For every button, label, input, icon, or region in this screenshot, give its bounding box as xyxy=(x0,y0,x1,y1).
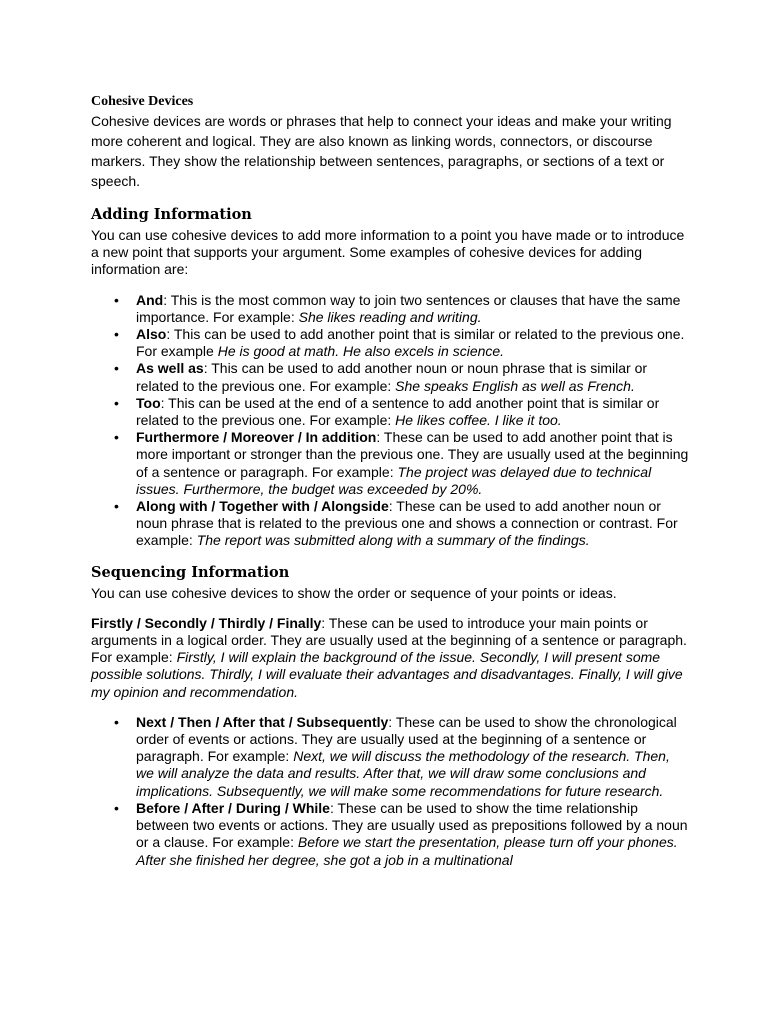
item-term: Along with / Together with / Alongside xyxy=(136,498,389,515)
bullet-icon: • xyxy=(114,498,119,515)
item-desc: : This can be used to add another noun or noun phrase that is similar or related to the previous one. For example: xyxy=(136,360,648,394)
list-item xyxy=(91,395,691,429)
spacer xyxy=(91,550,691,563)
item-example: Next, we will discuss the methodology of the research. Then, we will analyze the data and results. After that, we will draw some conclusions and implications. Subsequently, we will make some recommendations for future research. xyxy=(136,748,670,799)
item-example: The project was delayed due to technical issues. Furthermore, the budget was exceeded by 20%. xyxy=(136,463,652,497)
item-term: And xyxy=(136,291,164,308)
spacer xyxy=(91,279,691,292)
item-desc: : These can be used to show the chronological order of events or actions. They are usually used at the beginning of a sentence or paragraph. For example: xyxy=(136,713,677,765)
bullet-icon: • xyxy=(114,326,119,343)
bullet-icon: • xyxy=(114,799,119,816)
bullet-icon: • xyxy=(114,429,119,446)
item-desc: : These can be used to add another point that is more important or stronger than the previous one. They are usually used at the beginning of a sentence or paragraph. For example: xyxy=(136,429,689,480)
list-item xyxy=(91,714,691,800)
item-example: He is good at math. He also excels in science. xyxy=(217,343,505,360)
bullet-icon: • xyxy=(114,360,119,377)
list-item xyxy=(91,360,691,394)
document-content xyxy=(91,93,691,869)
sequencing-list xyxy=(91,714,691,869)
item-example: He likes coffee. I like it too. xyxy=(395,412,562,429)
intro-title: Cohesive Devices xyxy=(91,94,194,109)
item-term: Too xyxy=(136,394,161,411)
item-desc: : This can be used to add another point that is similar or related to the previous one. For example xyxy=(136,326,685,360)
item-example: Before we start the presentation, please turn off your phones. After she finished her degree, she got a job in a multinational xyxy=(136,834,678,868)
adding-heading: Adding Information xyxy=(91,206,252,223)
list-item xyxy=(91,800,691,869)
item-example: She speaks English as well as French. xyxy=(395,377,635,394)
item-example: She likes reading and writing. xyxy=(298,308,482,325)
item-term: Next / Then / After that / Subsequently xyxy=(136,713,389,730)
item-desc: : This can be used at the end of a sentence to add another point that is similar or related to the previous one. For example: xyxy=(136,394,660,429)
list-item xyxy=(91,429,691,498)
bullet-icon: • xyxy=(114,713,119,730)
adding-paragraph: You can use cohesive devices to add more information to a point you have made or to introduce a new point that supports your argument. Some examples of cohesive devices for adding information are: xyxy=(91,227,685,278)
firstly-term: Firstly / Secondly / Thirdly / Finally xyxy=(91,614,322,631)
spacer xyxy=(91,191,691,205)
list-item xyxy=(91,498,691,550)
list-item xyxy=(91,292,691,326)
firstly-example: Firstly, I will explain the background of the issue. Secondly, I will present some possible solutions. Thirdly, I will evaluate their advantages and disadvantages. Finally, I will give my opinion and recommendation. xyxy=(91,649,683,700)
item-desc: : These can be used to show the time relationship between two events or actions. They are usually used as prepositions followed by a noun or a clause. For example: xyxy=(136,799,688,851)
firstly-paragraph xyxy=(91,615,691,701)
item-example: The report was submitted along with a summary of the findings. xyxy=(196,532,590,549)
list-item xyxy=(91,326,691,360)
sequencing-heading: Sequencing Information xyxy=(91,563,290,581)
bullet-icon: • xyxy=(114,291,119,308)
bullet-icon: • xyxy=(114,394,119,411)
item-term: Furthermore / Moreover / In addition xyxy=(136,429,377,446)
item-term: As well as xyxy=(136,360,204,377)
spacer xyxy=(91,602,691,615)
adding-list xyxy=(91,292,691,550)
firstly-desc: : These can be used to introduce your main points or arguments in a logical order. They are usually used at the beginning of a sentence or paragraph. For example: xyxy=(91,614,687,666)
spacer xyxy=(91,701,691,714)
item-term: Also xyxy=(136,326,167,343)
item-desc: : This is the most common way to join two sentences or clauses that have the same importance. For example: xyxy=(136,291,681,325)
item-term: Before / After / During / While xyxy=(136,799,330,816)
sequencing-paragraph: You can use cohesive devices to show the order or sequence of your points or ideas. xyxy=(91,584,617,601)
intro-paragraph: Cohesive devices are words or phrases that help to connect your ideas and make your writing more coherent and logical. They are also known as linking words, connectors, or discourse markers. They show the relationship between sentences, paragraphs, or sections of a text or speech. xyxy=(91,113,672,189)
item-desc: : These can be used to add another noun or noun phrase that is related to the previous one and shows a connection or contrast. For example: xyxy=(136,498,678,549)
